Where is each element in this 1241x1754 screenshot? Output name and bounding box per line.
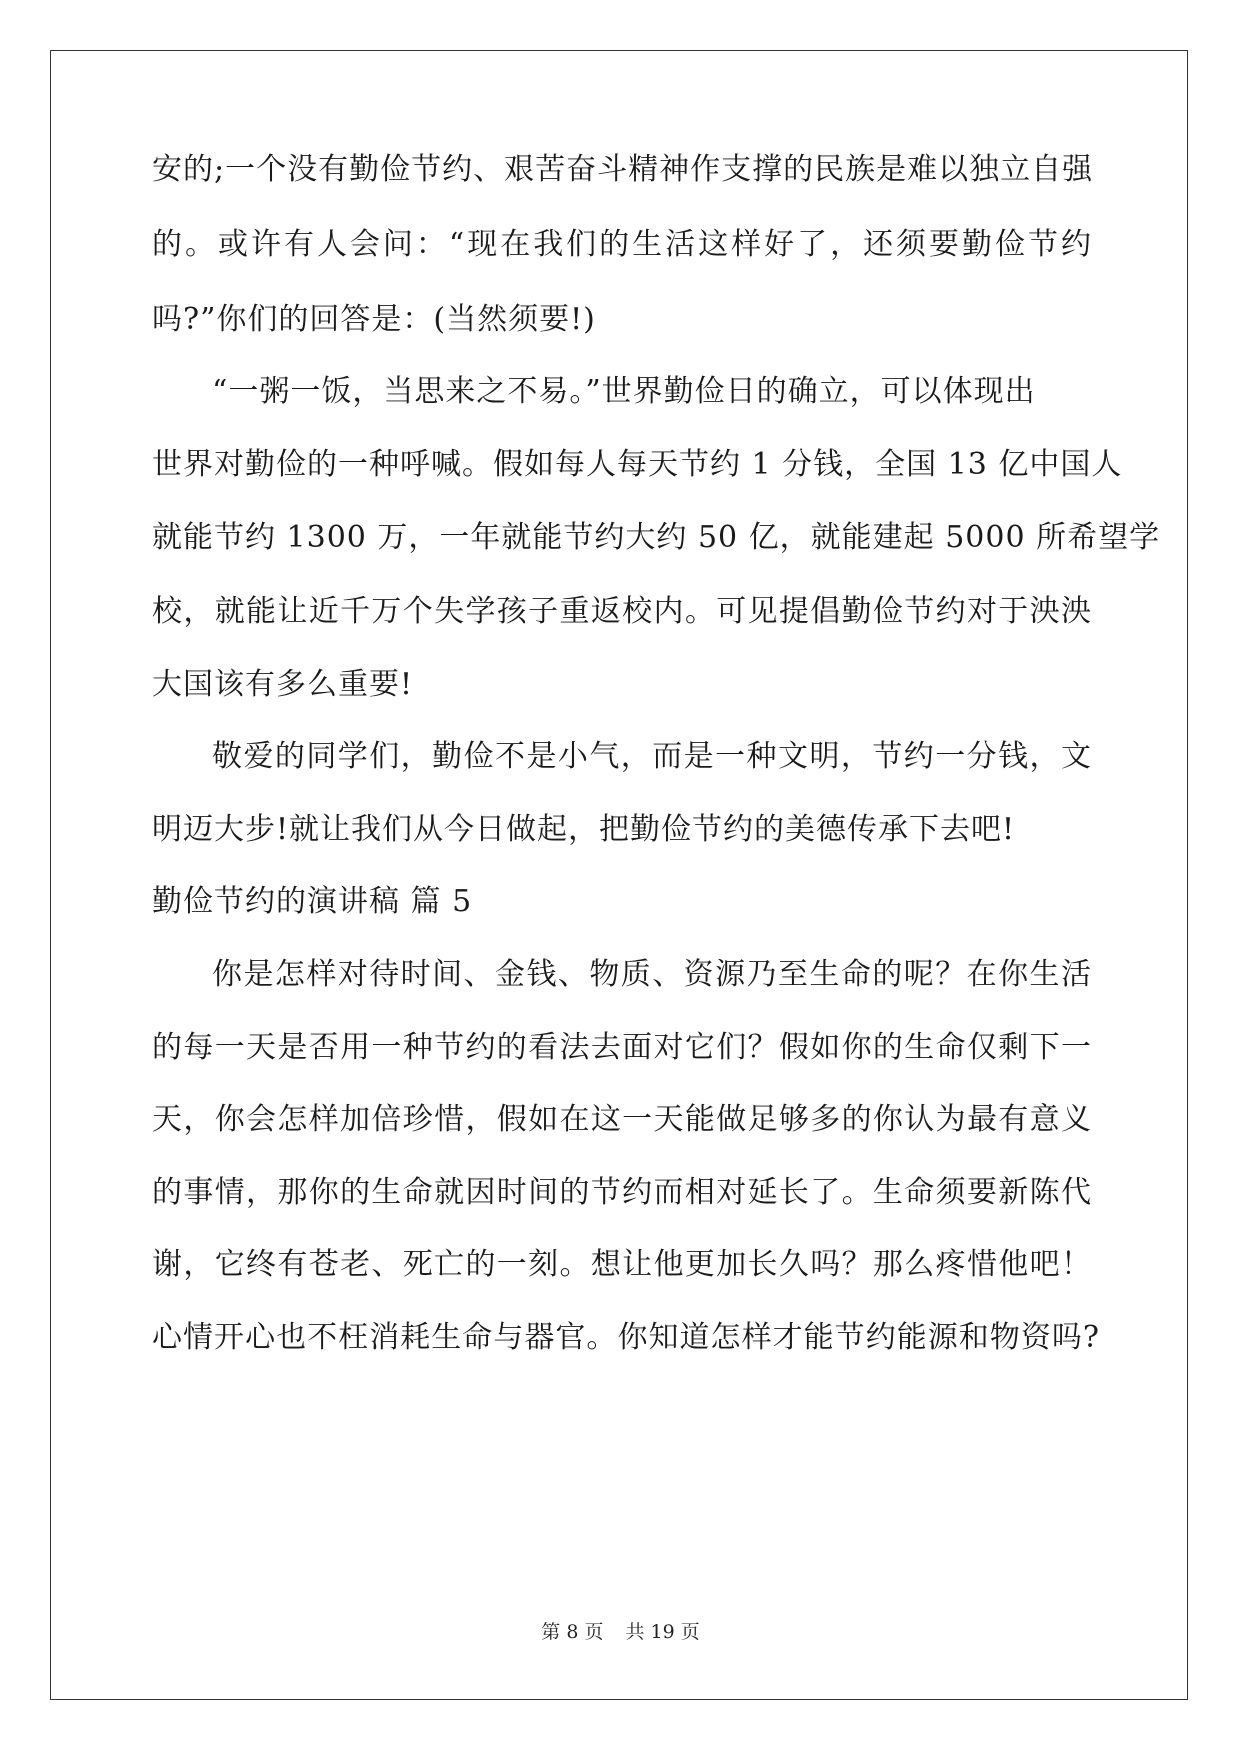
page-footer (0, 1620, 1241, 1644)
paragraph-start-line: 你是怎样对待时间、金钱、物质、资源乃至生命的呢？在你生活 (212, 957, 1092, 992)
body-line: 安的;一个没有勤俭节约、艰苦奋斗精神作支撑的民族是难以独立自强 (152, 152, 1094, 187)
page-border (50, 50, 1188, 1700)
paragraph-start-line: 敬爱的同学们，勤俭不是小气，而是一种文明，节约一分钱，文 (212, 739, 1092, 774)
section-heading: 勤俭节约的演讲稿 篇 5 (152, 884, 473, 919)
body-line: 大国该有多么重要! (152, 667, 414, 702)
paragraph-start-line: “一粥一饭，当思来之不易。”世界勤俭日的确立，可以体现出 (212, 374, 1036, 409)
body-line: 心情开心也不枉消耗生命与器官。你知道怎样才能节约能源和物资吗? (152, 1320, 1100, 1355)
body-line: 谢，它终有苍老、死亡的一刻。想让他更加长久吗？那么疼惜他吧！ (152, 1247, 1092, 1282)
page-total: 共 19 页 (625, 1621, 700, 1643)
body-line: 的每一天是否用一种节约的看法去面对它们？假如你的生命仅剩下一 (152, 1030, 1092, 1065)
body-line: 的事情，那你的生命就因时间的节约而相对延长了。生命须要新陈代 (152, 1175, 1092, 1210)
body-line: 世界对勤俭的一种呼喊。假如每人每天节约 1 分钱，全国 13 亿中国人 (152, 447, 1123, 482)
body-line: 吗?”你们的回答是：(当然须要!) (152, 302, 596, 337)
body-line: 明迈大步!就让我们从今日做起，把勤俭节约的美德传承下去吧! (152, 812, 1016, 847)
page-number: 第 8 页 (541, 1621, 604, 1643)
body-line: 校，就能让近千万个失学孩子重返校内。可见提倡勤俭节约对于泱泱 (152, 594, 1092, 629)
body-line: 天，你会怎样加倍珍惜，假如在这一天能做足够多的你认为最有意义 (152, 1102, 1092, 1137)
body-line: 就能节约 1300 万，一年就能节约大约 50 亿，就能建起 5000 所希望学 (152, 520, 1161, 555)
body-line: 的。或许有人会问：“现在我们的生活这样好了，还须要勤俭节约 (152, 227, 1092, 262)
